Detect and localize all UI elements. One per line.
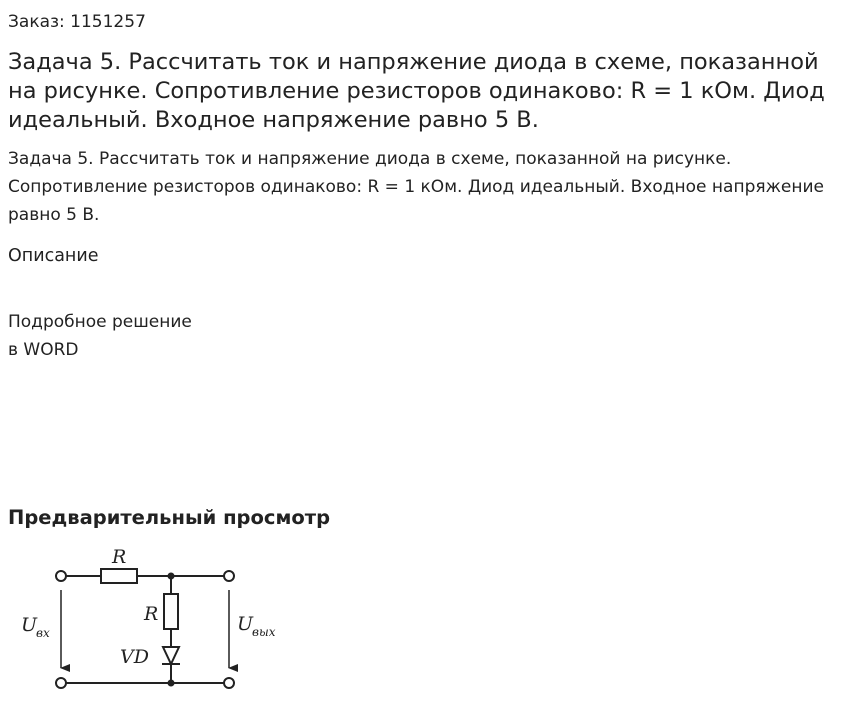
u-in-symbol: U <box>21 614 38 636</box>
solution-line-2: в WORD <box>8 340 79 360</box>
resistor-vertical <box>164 594 178 629</box>
resistor-top <box>101 569 137 583</box>
circuit-diagram <box>0 540 300 700</box>
terminal-out-top <box>224 571 234 581</box>
u-in-subscript: вх <box>36 626 50 640</box>
terminal-out-bottom <box>224 678 234 688</box>
solution-note <box>8 308 192 364</box>
resistor-vertical-label: R <box>144 603 159 625</box>
terminal-in-bottom <box>56 678 66 688</box>
diode-icon <box>163 647 179 664</box>
preview-title: Предварительный просмотр <box>8 506 331 529</box>
diode-label: VD <box>120 646 149 668</box>
order-number: Заказ: 1151257 <box>8 12 146 32</box>
terminal-in-top <box>56 571 66 581</box>
u-out-subscript: вых <box>252 625 276 639</box>
description-label: Описание <box>8 246 99 266</box>
task-description: Задача 5. Рассчитать ток и напряжение диода в схеме, показанной на рисунке. Сопротивление резисторов одинаково: R = 1 кОм. Диод идеальный. Входное напряжение равно 5 В. <box>8 149 824 225</box>
solution-line-1: Подробное решение <box>8 312 192 332</box>
resistor-top-label: R <box>112 546 127 568</box>
u-out-symbol: U <box>237 613 254 635</box>
task-heading: Задача 5. Рассчитать ток и напряжение диода в схеме, показанной на рисунке. Сопротивление резисторов одинаково: R = 1 кОм. Диод идеальный. Входное напряжение равно 5 В. <box>8 49 825 133</box>
